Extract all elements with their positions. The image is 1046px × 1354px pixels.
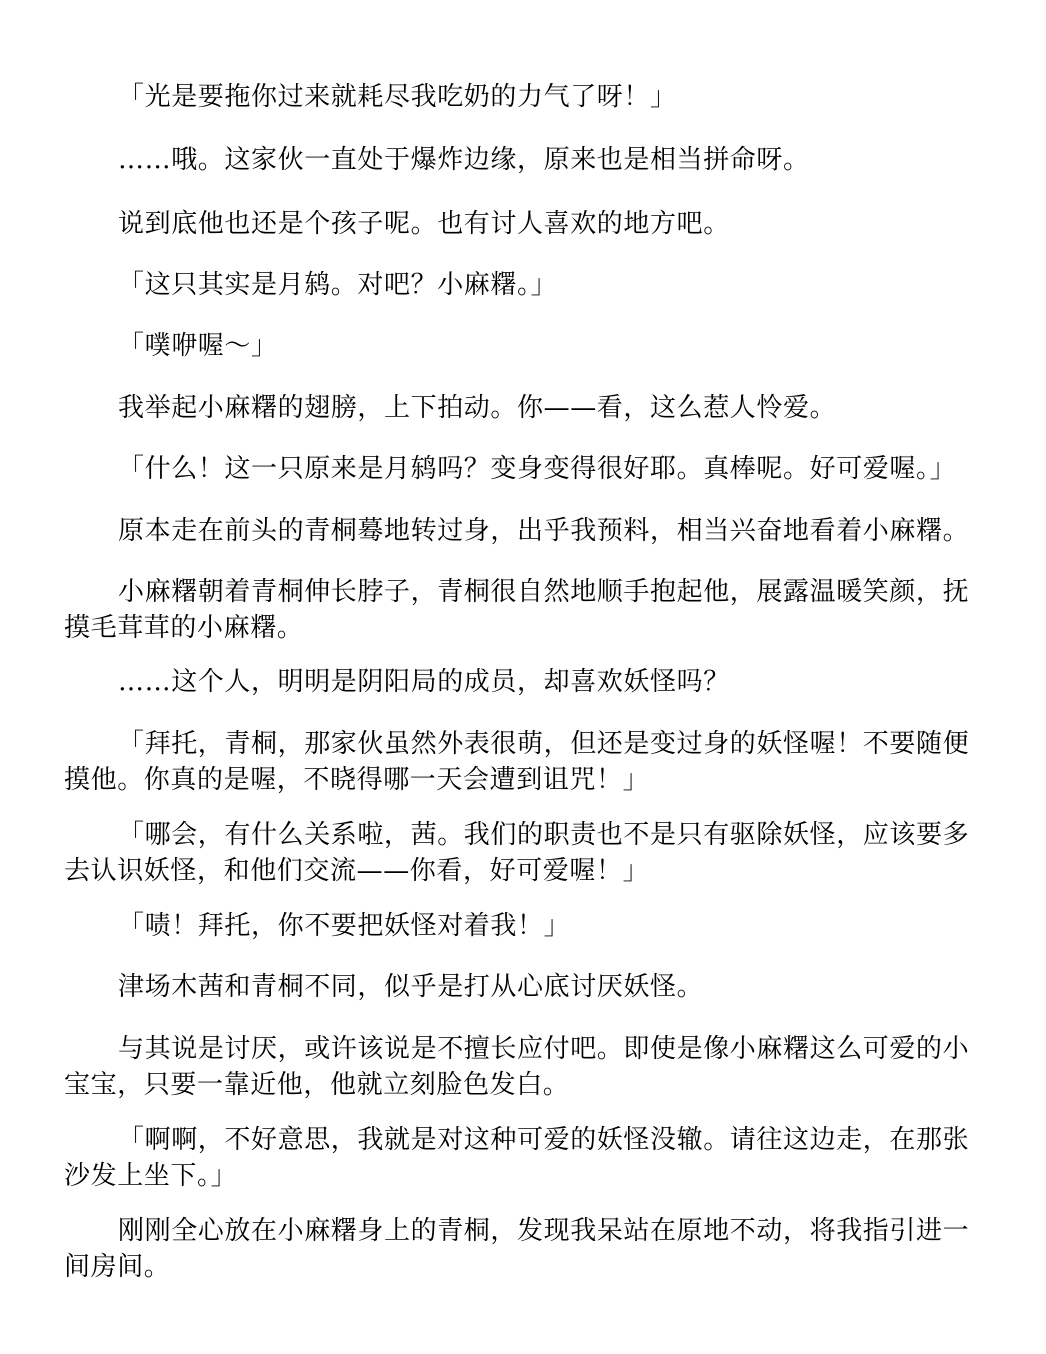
paragraph-8: 原本走在前头的青桐蓦地转过身，出乎我预料，相当兴奋地看着小麻糬。 xyxy=(118,516,970,546)
paragraph-2: ……哦。这家伙一直处于爆炸边缘，原来也是相当拼命呀。 xyxy=(118,145,810,175)
paragraph-4: 「这只其实是月鸫。对吧？小麻糬。」 xyxy=(118,270,558,300)
paragraph-13: 「啧！拜托，你不要把妖怪对着我！」 xyxy=(118,911,571,941)
paragraph-14: 津场木茜和青桐不同，似乎是打从心底讨厌妖怪。 xyxy=(118,972,704,1002)
paragraph-9: 小麻糬朝着青桐伸长脖子，青桐很自然地顺手抱起他，展露温暖笑颜，抚摸毛茸茸的小麻糬。 xyxy=(64,577,970,643)
paragraph-11: 「拜托，青桐，那家伙虽然外表很萌，但还是变过身的妖怪喔！不要随便摸他。你真的是喔，不晓得哪一天会遭到诅咒！」 xyxy=(64,729,970,795)
paragraph-7: 「什么！这一只原来是月鸫吗？变身变得很好耶。真棒呢。好可爱喔。」 xyxy=(118,454,957,484)
paragraph-3: 说到底他也还是个孩子呢。也有讨人喜欢的地方吧。 xyxy=(118,209,730,239)
paragraph-16: 「啊啊，不好意思，我就是对这种可爱的妖怪没辙。请往这边走，在那张沙发上坐下。」 xyxy=(64,1125,970,1191)
paragraph-12: 「哪会，有什么关系啦，茜。我们的职责也不是只有驱除妖怪，应该要多去认识妖怪，和他们交流——你看，好可爱喔！」 xyxy=(64,820,970,886)
paragraph-5: 「噗咿喔～」 xyxy=(118,331,278,361)
paragraph-10: ……这个人，明明是阴阳局的成员，却喜欢妖怪吗？ xyxy=(118,667,730,697)
paragraph-17: 刚刚全心放在小麻糬身上的青桐，发现我呆站在原地不动，将我指引进一间房间。 xyxy=(64,1216,970,1282)
paragraph-6: 我举起小麻糬的翅膀，上下拍动。你——看，这么惹人怜爱。 xyxy=(118,393,837,423)
paragraph-15: 与其说是讨厌，或许该说是不擅长应付吧。即使是像小麻糬这么可爱的小宝宝，只要一靠近他，他就立刻脸色发白。 xyxy=(64,1034,970,1100)
paragraph-1: 「光是要拖你过来就耗尽我吃奶的力气了呀！」 xyxy=(118,82,677,112)
